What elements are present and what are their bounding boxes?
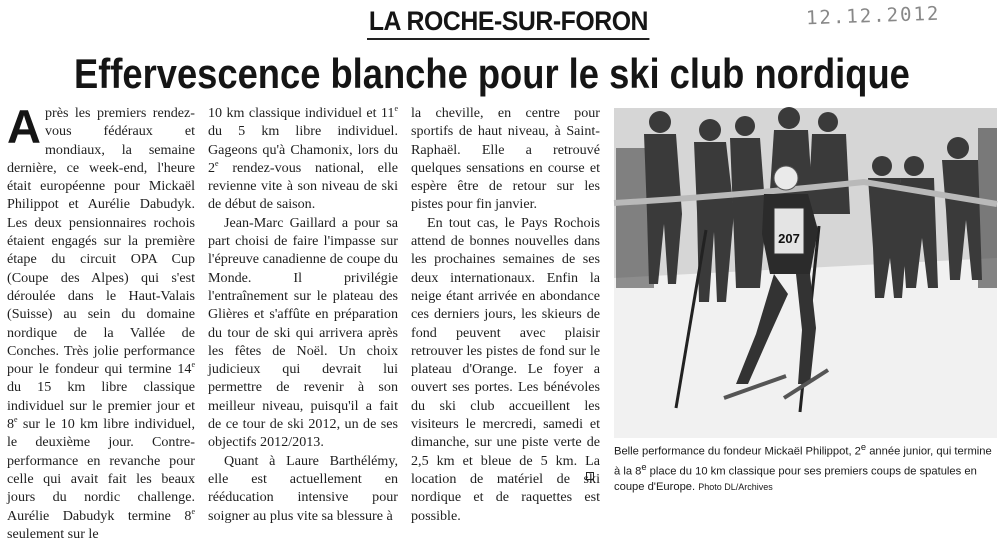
superscript: e: [860, 442, 867, 452]
section-kicker: LA ROCHE-SUR-FORON: [367, 4, 650, 40]
skier-photo-illustration: [614, 108, 997, 438]
caption-text: place du 10 km classique pour ses premiers coups de spatules en coupe d'Europe.: [614, 465, 977, 494]
paragraph: la cheville, en centre pour sportifs de haut niveau, à Saint-Raphaël. Elle a retrouvé quelques sensations en course et espère être de retour sur les pistes pour fin janvier.: [411, 105, 600, 213]
superscript: e: [191, 506, 195, 516]
text-run: rendez-vous national, elle revienne vite à son niveau de ski de début de saison.: [208, 159, 398, 213]
superscript: e: [394, 104, 398, 113]
text-run: seulement sur le: [7, 525, 99, 542]
paragraph: Jean-Marc Gaillard a pour sa part choisi de faire l'impasse sur l'épreuve canadienne de coupe du Monde. Il privilégie l'entraînement sur le plateau des Glières et s'affûte en préparation du tour de ski qui arrivera après les fêtes de Noël. Un choix judicieux qui devrait lui permettre de revenir à son meilleur niveau, puisqu'il a fait de ce tour de ski 2012, un de ses objectifs 2012/2013.: [208, 214, 398, 451]
article-headline: Effervescence blanche pour le ski club nordique: [74, 50, 910, 97]
paragraph: [7, 100, 195, 543]
superscript: e: [641, 462, 647, 473]
superscript: e: [191, 360, 195, 370]
text-run: près les premiers rendez-vous fédéraux et mondiaux, la semaine dernière, ce week-end, l'heure était européenne pour Mickaël Philippot et Aurélie Dabudyk. Les deux pensionnaires rochois étaient engagés sur la première étape du circuit OPA Cup (Coupe des Alpes) qui s'est déroulée dans le Haut-Valais (Suisse) au sein du domaine nordique de la Vallée de Conches. Très jolie performance pour le fondeur qui termine 14: [7, 105, 195, 378]
paragraph: Quant à Laure Barthélémy, elle est actuellement en rééducation intensive pour soigner au plus vite sa blessure à: [208, 452, 398, 524]
text-run: du 5 km libre individuel. Gageons qu'à Chamonix, lors du 2: [208, 123, 398, 176]
handwritten-date: 12.12.2012: [805, 2, 941, 30]
paragraph: [208, 104, 398, 214]
article-column-2: [208, 104, 398, 525]
text-run: 10 km classique individuel et 11: [208, 105, 395, 121]
text-run: sur le 10 km libre individuel, le deuxième jour. Contre-performance en revanche pour celle qui avait fait les beaux jours du nordic challenge. Aurélie Dabudyk termine 8: [7, 416, 195, 524]
paragraph: En tout cas, le Pays Rochois attend de bonnes nouvelles dans les prochaines semaines de ses deux internationaux. Enfin la neige étant arrivée en abondance ces derniers jours, les skieurs de fond peuvent avec plaisir retrouver les pistes de fond sur le plateau d'Orange. Le foyer a ouvert ses portes. Les bénévoles du ski club accueillent les visiteurs le mercredi, samedi et dimanche, sur une piste verte de 2,5 km et bleue de 5 km. La location de matériel de ski nordique et de raquettes est possible.: [411, 214, 600, 524]
photo-caption: [614, 440, 997, 496]
drop-cap: A: [7, 100, 41, 153]
article-photo: [614, 108, 997, 438]
article-end-mark: [586, 472, 594, 480]
photo-credit: Photo DL/Archives: [698, 482, 773, 493]
superscript: e: [14, 415, 18, 425]
caption-text: année junior, qui termine à la 8: [614, 445, 992, 478]
text-run: du 15 km libre classique individuel sur le premier jour et 8: [7, 379, 195, 433]
article-column-3: [411, 104, 600, 525]
superscript: e: [215, 158, 219, 168]
caption-text: Belle performance du fondeur Mickaël Philippot, 2: [614, 445, 861, 458]
article-column-1: [7, 100, 195, 543]
bib-number: 207: [778, 231, 800, 246]
